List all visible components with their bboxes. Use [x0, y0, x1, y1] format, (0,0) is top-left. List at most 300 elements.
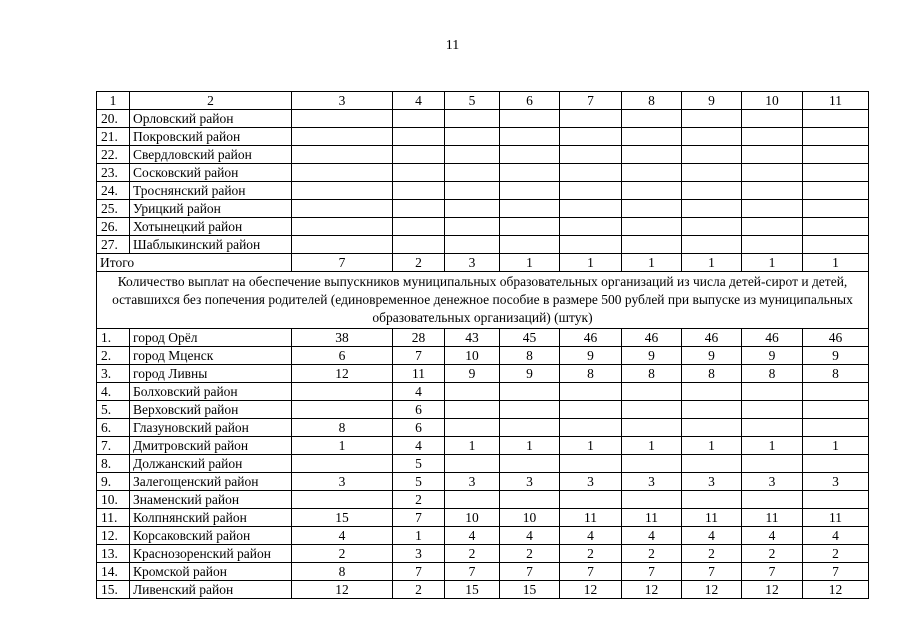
- row-number: 10.: [97, 491, 130, 509]
- value-cell: [682, 383, 742, 401]
- total-value-cell: 1: [742, 254, 803, 272]
- value-cell: [803, 236, 869, 254]
- value-cell: [622, 236, 682, 254]
- value-cell: [500, 419, 560, 437]
- value-cell: [803, 110, 869, 128]
- header-cell: 5: [445, 92, 500, 110]
- value-cell: [445, 182, 500, 200]
- value-cell: 9: [560, 347, 622, 365]
- value-cell: 46: [560, 329, 622, 347]
- value-cell: 11: [393, 365, 445, 383]
- district-name: Кромской район: [130, 563, 292, 581]
- table-row: [97, 473, 869, 491]
- value-cell: 11: [803, 509, 869, 527]
- table-row: [97, 347, 869, 365]
- value-cell: 7: [622, 563, 682, 581]
- value-cell: 12: [622, 581, 682, 599]
- value-cell: 8: [292, 563, 393, 581]
- value-cell: [445, 164, 500, 182]
- value-cell: 9: [445, 365, 500, 383]
- district-name: Знаменский район: [130, 491, 292, 509]
- district-name: город Мценск: [130, 347, 292, 365]
- value-cell: [500, 383, 560, 401]
- value-cell: 9: [682, 347, 742, 365]
- value-cell: [682, 218, 742, 236]
- value-cell: [393, 182, 445, 200]
- value-cell: 15: [292, 509, 393, 527]
- value-cell: [393, 200, 445, 218]
- value-cell: [560, 110, 622, 128]
- value-cell: [742, 383, 803, 401]
- value-cell: [742, 146, 803, 164]
- value-cell: [292, 164, 393, 182]
- row-number: 3.: [97, 365, 130, 383]
- value-cell: [500, 110, 560, 128]
- table-row: [97, 365, 869, 383]
- value-cell: [742, 455, 803, 473]
- value-cell: 4: [393, 437, 445, 455]
- header-cell: 1: [97, 92, 130, 110]
- value-cell: [292, 218, 393, 236]
- header-cell: 3: [292, 92, 393, 110]
- row-number: 20.: [97, 110, 130, 128]
- value-cell: 5: [393, 473, 445, 491]
- value-cell: [682, 128, 742, 146]
- value-cell: 10: [445, 509, 500, 527]
- value-cell: 7: [682, 563, 742, 581]
- value-cell: [445, 110, 500, 128]
- value-cell: [622, 200, 682, 218]
- value-cell: 7: [500, 563, 560, 581]
- district-name: Орловский район: [130, 110, 292, 128]
- table-row: [97, 146, 869, 164]
- value-cell: [803, 182, 869, 200]
- value-cell: [742, 164, 803, 182]
- table-row: [97, 563, 869, 581]
- table-row: [97, 401, 869, 419]
- value-cell: 5: [393, 455, 445, 473]
- value-cell: 4: [500, 527, 560, 545]
- value-cell: [682, 491, 742, 509]
- value-cell: [742, 200, 803, 218]
- row-number: 4.: [97, 383, 130, 401]
- row-number: 25.: [97, 200, 130, 218]
- value-cell: [445, 419, 500, 437]
- value-cell: [560, 182, 622, 200]
- row-number: 8.: [97, 455, 130, 473]
- value-cell: 12: [803, 581, 869, 599]
- value-cell: 2: [292, 545, 393, 563]
- table-body: [97, 92, 869, 599]
- value-cell: [560, 200, 622, 218]
- header-cell: 8: [622, 92, 682, 110]
- total-value-cell: 2: [393, 254, 445, 272]
- value-cell: [622, 383, 682, 401]
- value-cell: [622, 491, 682, 509]
- value-cell: 2: [560, 545, 622, 563]
- row-number: 23.: [97, 164, 130, 182]
- district-name: Колпнянский район: [130, 509, 292, 527]
- value-cell: [500, 182, 560, 200]
- value-cell: [622, 164, 682, 182]
- value-cell: [292, 182, 393, 200]
- value-cell: 9: [803, 347, 869, 365]
- value-cell: 1: [803, 437, 869, 455]
- value-cell: 4: [393, 383, 445, 401]
- value-cell: [393, 146, 445, 164]
- value-cell: 1: [292, 437, 393, 455]
- value-cell: 1: [445, 437, 500, 455]
- total-value-cell: 1: [560, 254, 622, 272]
- value-cell: [393, 236, 445, 254]
- header-cell: 7: [560, 92, 622, 110]
- value-cell: 3: [622, 473, 682, 491]
- district-name: Болховский район: [130, 383, 292, 401]
- row-number: 2.: [97, 347, 130, 365]
- value-cell: [445, 455, 500, 473]
- value-cell: 3: [682, 473, 742, 491]
- value-cell: 3: [560, 473, 622, 491]
- value-cell: [803, 218, 869, 236]
- value-cell: 11: [682, 509, 742, 527]
- value-cell: 7: [393, 347, 445, 365]
- value-cell: [742, 401, 803, 419]
- row-number: 14.: [97, 563, 130, 581]
- value-cell: [803, 164, 869, 182]
- value-cell: [560, 146, 622, 164]
- value-cell: 8: [500, 347, 560, 365]
- value-cell: [445, 128, 500, 146]
- row-number: 7.: [97, 437, 130, 455]
- district-name: Покровский район: [130, 128, 292, 146]
- value-cell: [682, 455, 742, 473]
- value-cell: [393, 110, 445, 128]
- value-cell: [803, 383, 869, 401]
- value-cell: 9: [622, 347, 682, 365]
- value-cell: [292, 128, 393, 146]
- value-cell: 1: [622, 437, 682, 455]
- payments-table: [96, 91, 869, 599]
- value-cell: 8: [742, 365, 803, 383]
- value-cell: [682, 200, 742, 218]
- value-cell: [560, 164, 622, 182]
- value-cell: 1: [560, 437, 622, 455]
- district-name: Должанский район: [130, 455, 292, 473]
- value-cell: 11: [622, 509, 682, 527]
- row-number: 21.: [97, 128, 130, 146]
- value-cell: 2: [803, 545, 869, 563]
- district-name: город Ливны: [130, 365, 292, 383]
- district-name: Урицкий район: [130, 200, 292, 218]
- value-cell: [622, 401, 682, 419]
- value-cell: [292, 383, 393, 401]
- value-cell: 45: [500, 329, 560, 347]
- value-cell: [445, 401, 500, 419]
- value-cell: [393, 164, 445, 182]
- value-cell: 2: [393, 581, 445, 599]
- value-cell: [682, 110, 742, 128]
- value-cell: 12: [742, 581, 803, 599]
- value-cell: 12: [560, 581, 622, 599]
- value-cell: [560, 218, 622, 236]
- table-row: [97, 236, 869, 254]
- header-cell: 4: [393, 92, 445, 110]
- value-cell: 4: [803, 527, 869, 545]
- table-row: [97, 329, 869, 347]
- table-row: [97, 527, 869, 545]
- row-number: 1.: [97, 329, 130, 347]
- value-cell: [445, 218, 500, 236]
- value-cell: [560, 236, 622, 254]
- district-name: Глазуновский район: [130, 419, 292, 437]
- value-cell: [682, 164, 742, 182]
- value-cell: [560, 455, 622, 473]
- value-cell: [500, 401, 560, 419]
- district-name: Дмитровский район: [130, 437, 292, 455]
- value-cell: [500, 236, 560, 254]
- header-row: [97, 92, 869, 110]
- value-cell: 6: [393, 419, 445, 437]
- row-number: 13.: [97, 545, 130, 563]
- value-cell: 2: [445, 545, 500, 563]
- value-cell: 2: [393, 491, 445, 509]
- value-cell: [500, 491, 560, 509]
- row-number: 15.: [97, 581, 130, 599]
- value-cell: 8: [682, 365, 742, 383]
- value-cell: 8: [803, 365, 869, 383]
- value-cell: 1: [682, 437, 742, 455]
- value-cell: [742, 128, 803, 146]
- district-name: Краснозоренский район: [130, 545, 292, 563]
- value-cell: [500, 200, 560, 218]
- header-cell: 10: [742, 92, 803, 110]
- row-number: 26.: [97, 218, 130, 236]
- section-row: [97, 272, 869, 329]
- total-value-cell: 1: [500, 254, 560, 272]
- value-cell: [742, 218, 803, 236]
- value-cell: 43: [445, 329, 500, 347]
- value-cell: 9: [742, 347, 803, 365]
- value-cell: 3: [803, 473, 869, 491]
- value-cell: 3: [742, 473, 803, 491]
- value-cell: [445, 236, 500, 254]
- value-cell: [292, 110, 393, 128]
- total-row: [97, 254, 869, 272]
- value-cell: 10: [500, 509, 560, 527]
- value-cell: [682, 182, 742, 200]
- district-name: Верховский район: [130, 401, 292, 419]
- table-row: [97, 110, 869, 128]
- total-value-cell: 1: [622, 254, 682, 272]
- district-name: Залегощенский район: [130, 473, 292, 491]
- value-cell: [742, 182, 803, 200]
- district-name: Корсаковский район: [130, 527, 292, 545]
- value-cell: 1: [500, 437, 560, 455]
- value-cell: 1: [393, 527, 445, 545]
- value-cell: [500, 146, 560, 164]
- row-number: 6.: [97, 419, 130, 437]
- total-label: Итого: [97, 254, 292, 272]
- value-cell: 2: [682, 545, 742, 563]
- district-name: Сосковский район: [130, 164, 292, 182]
- value-cell: [803, 146, 869, 164]
- value-cell: [622, 182, 682, 200]
- value-cell: [560, 128, 622, 146]
- table-row: [97, 218, 869, 236]
- value-cell: [445, 146, 500, 164]
- value-cell: 11: [560, 509, 622, 527]
- district-name: город Орёл: [130, 329, 292, 347]
- section-title: Количество выплат на обеспечение выпускников муниципальных образовательных организаций из числа детей-сирот и детей, оставшихся без попечения родителей (единовременное денежное пособие в размере 500 рублей при выпуске из муниципальных образовательных организаций) (штук): [97, 272, 869, 329]
- value-cell: 2: [622, 545, 682, 563]
- district-name: Хотынецкий район: [130, 218, 292, 236]
- value-cell: 38: [292, 329, 393, 347]
- value-cell: 28: [393, 329, 445, 347]
- table-row: [97, 128, 869, 146]
- value-cell: 12: [292, 365, 393, 383]
- value-cell: [292, 491, 393, 509]
- value-cell: [622, 110, 682, 128]
- value-cell: [742, 491, 803, 509]
- value-cell: 46: [622, 329, 682, 347]
- value-cell: 4: [445, 527, 500, 545]
- row-number: 11.: [97, 509, 130, 527]
- value-cell: [500, 164, 560, 182]
- row-number: 12.: [97, 527, 130, 545]
- value-cell: [682, 401, 742, 419]
- value-cell: 11: [742, 509, 803, 527]
- value-cell: [292, 455, 393, 473]
- value-cell: [622, 146, 682, 164]
- value-cell: [622, 419, 682, 437]
- table-row: [97, 437, 869, 455]
- value-cell: [803, 491, 869, 509]
- header-cell: 2: [130, 92, 292, 110]
- value-cell: [803, 401, 869, 419]
- value-cell: [622, 128, 682, 146]
- value-cell: 8: [560, 365, 622, 383]
- table-row: [97, 164, 869, 182]
- value-cell: [682, 419, 742, 437]
- value-cell: 46: [742, 329, 803, 347]
- value-cell: 4: [622, 527, 682, 545]
- value-cell: [292, 146, 393, 164]
- row-number: 5.: [97, 401, 130, 419]
- value-cell: [560, 383, 622, 401]
- value-cell: 7: [393, 509, 445, 527]
- value-cell: [292, 236, 393, 254]
- total-value-cell: 1: [682, 254, 742, 272]
- value-cell: 3: [393, 545, 445, 563]
- value-cell: 7: [742, 563, 803, 581]
- value-cell: 8: [292, 419, 393, 437]
- table-row: [97, 491, 869, 509]
- value-cell: 9: [500, 365, 560, 383]
- value-cell: [742, 236, 803, 254]
- value-cell: [500, 128, 560, 146]
- value-cell: 2: [500, 545, 560, 563]
- row-number: 22.: [97, 146, 130, 164]
- value-cell: [393, 128, 445, 146]
- total-value-cell: 1: [803, 254, 869, 272]
- row-number: 27.: [97, 236, 130, 254]
- value-cell: 10: [445, 347, 500, 365]
- district-name: Ливенский район: [130, 581, 292, 599]
- value-cell: [500, 455, 560, 473]
- value-cell: [445, 491, 500, 509]
- value-cell: 7: [560, 563, 622, 581]
- district-name: Шаблыкинский район: [130, 236, 292, 254]
- header-cell: 6: [500, 92, 560, 110]
- table-row: [97, 545, 869, 563]
- value-cell: [560, 491, 622, 509]
- value-cell: 46: [803, 329, 869, 347]
- value-cell: 4: [682, 527, 742, 545]
- value-cell: [622, 218, 682, 236]
- value-cell: [622, 455, 682, 473]
- value-cell: [560, 419, 622, 437]
- value-cell: 15: [445, 581, 500, 599]
- value-cell: [500, 218, 560, 236]
- value-cell: [803, 128, 869, 146]
- table-row: [97, 182, 869, 200]
- table-row: [97, 509, 869, 527]
- value-cell: 6: [292, 347, 393, 365]
- table-row: [97, 455, 869, 473]
- value-cell: [393, 218, 445, 236]
- value-cell: [445, 383, 500, 401]
- district-name: Свердловский район: [130, 146, 292, 164]
- value-cell: 7: [803, 563, 869, 581]
- value-cell: 46: [682, 329, 742, 347]
- value-cell: [292, 401, 393, 419]
- row-number: 9.: [97, 473, 130, 491]
- value-cell: [803, 419, 869, 437]
- row-number: 24.: [97, 182, 130, 200]
- value-cell: [682, 236, 742, 254]
- table-row: [97, 581, 869, 599]
- table-row: [97, 419, 869, 437]
- value-cell: [292, 200, 393, 218]
- header-cell: 9: [682, 92, 742, 110]
- value-cell: 6: [393, 401, 445, 419]
- value-cell: 1: [742, 437, 803, 455]
- value-cell: 3: [500, 473, 560, 491]
- value-cell: 12: [682, 581, 742, 599]
- value-cell: 4: [742, 527, 803, 545]
- total-value-cell: 3: [445, 254, 500, 272]
- value-cell: 2: [742, 545, 803, 563]
- value-cell: 4: [560, 527, 622, 545]
- value-cell: 3: [292, 473, 393, 491]
- total-value-cell: 7: [292, 254, 393, 272]
- value-cell: 8: [622, 365, 682, 383]
- value-cell: 3: [445, 473, 500, 491]
- value-cell: [560, 401, 622, 419]
- value-cell: [682, 146, 742, 164]
- value-cell: 4: [292, 527, 393, 545]
- value-cell: 7: [393, 563, 445, 581]
- value-cell: [803, 455, 869, 473]
- district-name: Троснянский район: [130, 182, 292, 200]
- value-cell: 15: [500, 581, 560, 599]
- table-row: [97, 200, 869, 218]
- page-number: 11: [445, 38, 460, 53]
- value-cell: [742, 419, 803, 437]
- value-cell: [742, 110, 803, 128]
- value-cell: 7: [445, 563, 500, 581]
- value-cell: [803, 200, 869, 218]
